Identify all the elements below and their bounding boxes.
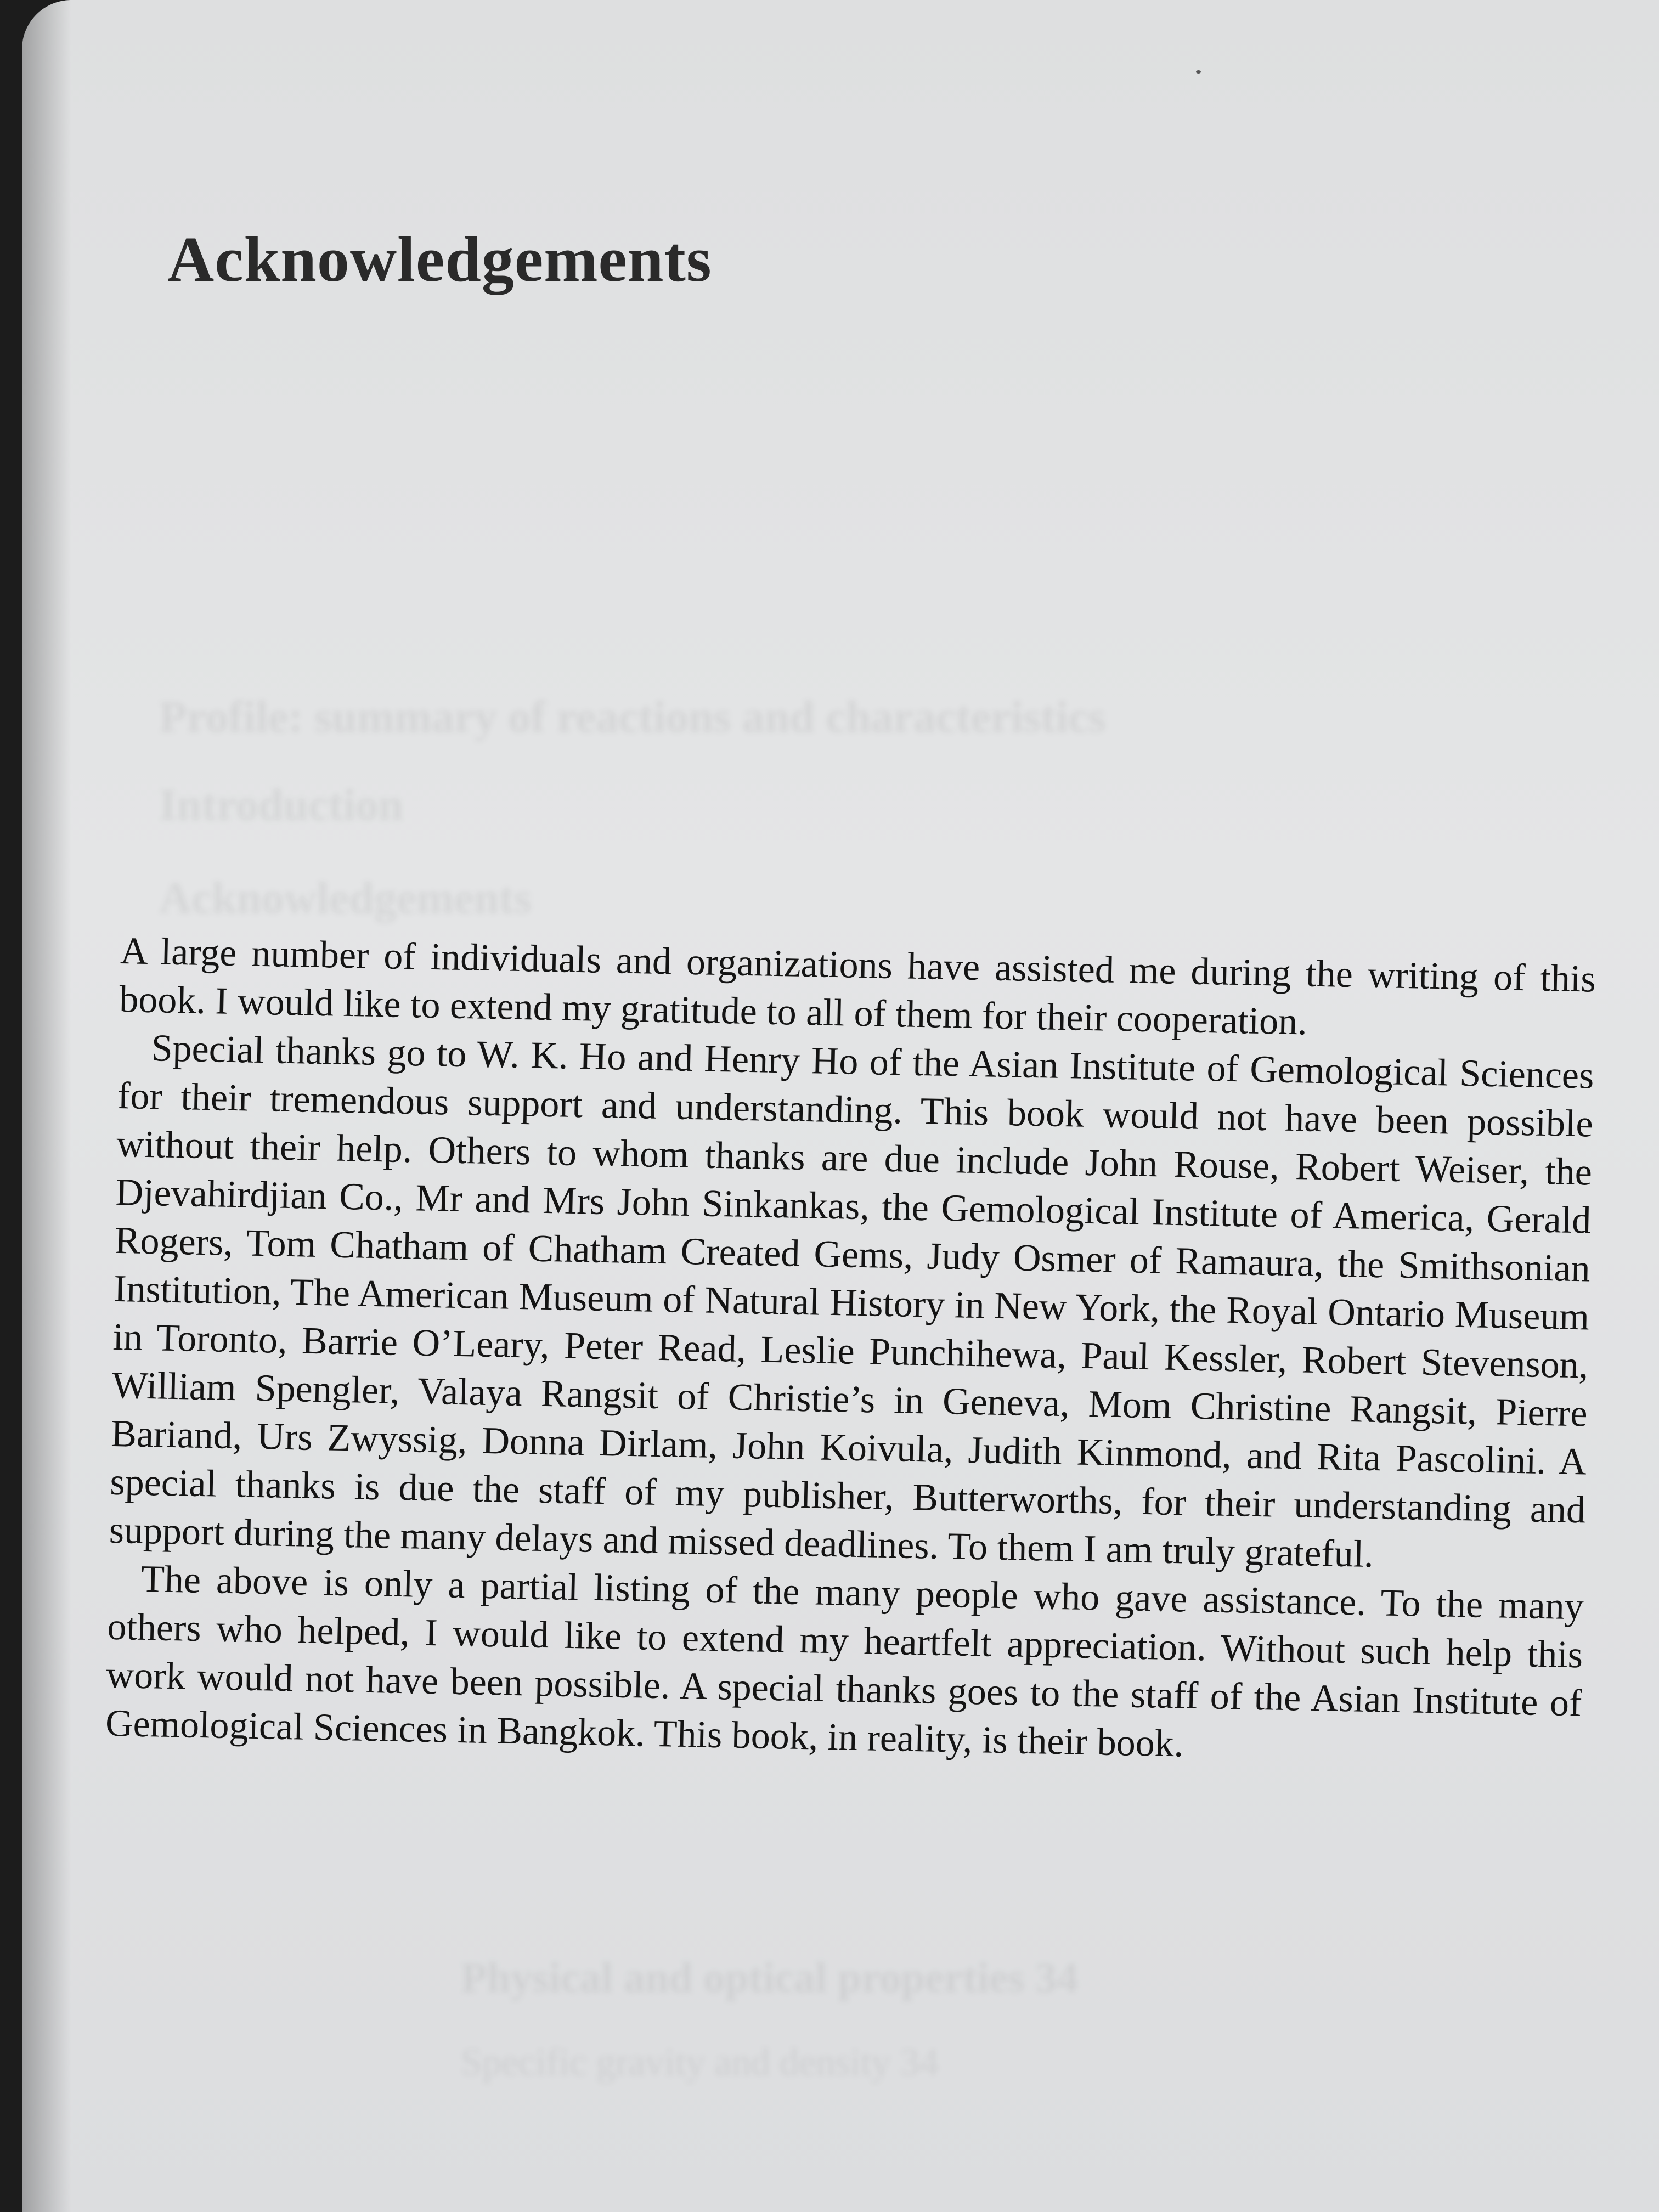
paragraph: A large number of individuals and organizations have assisted me during the writing of this book. I would like to extend my gratitude to all of them for their cooperation.: [119, 929, 1596, 1043]
spine-shadow: [22, 0, 71, 2212]
paragraph: The above is only a partial listing of the many people who gave assistance. To the many others who helped, I would like to extend my heartfelt appreciation. Without such help this work would not have been possible. A special thanks goes to the staff of the Asian Institute of Gemological Sciences in Bangkok. This book, in reality, is their book.: [105, 1558, 1584, 1765]
book-page: [22, 0, 1659, 2212]
show-through-line: Physical and optical properties 34: [461, 1954, 1079, 2001]
show-through-line: Acknowledgements: [159, 873, 532, 923]
show-through-line: Specific gravity and density 34: [461, 2041, 939, 2084]
show-through-line: Profile: summary of reactions and characteristics: [159, 692, 1106, 742]
paragraph: Special thanks go to W. K. Ho and Henry Ho of the Asian Institute of Gemological Sciences for their tremendous support and understanding. This book would not have been possible without their help. Others to whom thanks are due include John Rouse, Robert Weiser, the Djevahirdjian Co., Mr and Mrs John Sinkankas, the Gemological Institute of America, Gerald Rogers, Tom Chatham of Chatham Created Gems, Judy Osmer of Ramaura, the Smithsonian Institution, The American Museum of Natural History in New York, the Royal Ontario Museum in Toronto, Barrie O’Leary, Peter Read, Leslie Punchihewa, Paul Kessler, Robert Stevenson, William Spengler, Valaya Rangsit of Christie’s in Geneva, Mom Christine Rangsit, Pierre Bariand, Urs Zwyssig, Donna Dirlam, John Koivula, Judith Kinmond, and Rita Pascolini. A special thanks is due the staff of my publisher, Butterworths, for their understanding and support during the many delays and missed deadlines. To them I am truly grateful.: [109, 1027, 1595, 1576]
show-through-line: Introduction: [159, 780, 404, 830]
print-speck: [1196, 70, 1201, 74]
page-title: Acknowledgements: [167, 223, 712, 295]
acknowledgements-body: [105, 927, 1596, 1776]
